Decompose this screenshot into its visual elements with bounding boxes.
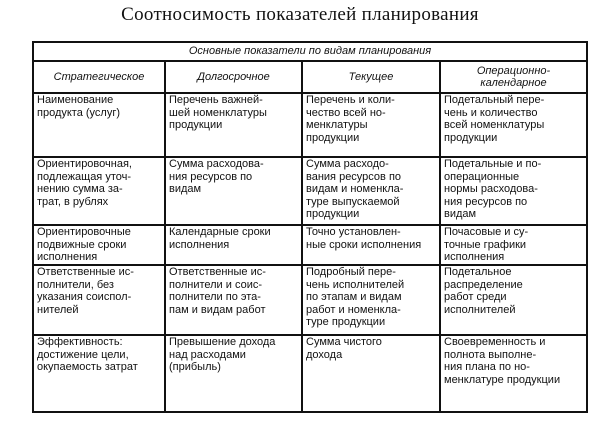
cell-text-line: Перечень важней- — [169, 94, 263, 106]
table-cell-operational — [440, 157, 587, 225]
cell-text-line: всей номенклатуры — [444, 119, 545, 131]
table-cell-long-term — [165, 335, 302, 412]
column-header-row — [33, 61, 587, 93]
table-row — [33, 225, 587, 265]
table-cell-strategic — [33, 265, 165, 335]
cell-text-line: Сумма расходова- — [169, 158, 264, 170]
cell-text-line: Почасовые и су- — [444, 226, 529, 238]
cell-text-line: Подетальное — [444, 266, 512, 278]
page-title: Соотносимость показателей планирования — [121, 4, 479, 25]
cell-text-line: подлежащая уточ- — [37, 170, 132, 183]
cell-text-line: ния плана по но- — [444, 361, 530, 373]
table-cell-operational — [440, 93, 587, 157]
cell-text-line: шей номенклатуры — [169, 106, 267, 119]
cell-text-line: исполнения — [37, 251, 98, 263]
cell-text-line: окупаемость затрат — [37, 361, 138, 373]
table-cell-strategic — [33, 157, 165, 225]
table-cell-operational — [440, 225, 587, 265]
cell-text-line: Сумма чистого — [306, 336, 382, 348]
table-cell-current — [302, 265, 440, 335]
column-header-line: Операционно- — [476, 64, 551, 77]
cell-text-line: Ответственные ис- — [169, 266, 266, 278]
cell-text-line: нормы расходова- — [444, 183, 538, 195]
column-header-strategic — [33, 61, 165, 93]
cell-text-line: Точно установлен- — [306, 226, 401, 238]
table-cell-long-term — [165, 225, 302, 265]
table-cell-current — [302, 225, 440, 265]
cell-text-line: полнители, без — [37, 278, 114, 291]
cell-text-line: Календарные сроки — [169, 226, 271, 238]
cell-text-line: туре выпускаемой — [306, 195, 400, 208]
table-cell-long-term — [165, 157, 302, 225]
cell-text-line: ные сроки исполнения — [306, 238, 422, 251]
cell-text-line: менклатуры — [306, 119, 368, 131]
column-header-line: Стратегическое — [53, 70, 145, 83]
table-cell-operational — [440, 335, 587, 412]
table-cell-operational — [440, 265, 587, 335]
cell-text-line: Превышение дохода — [169, 336, 276, 348]
cell-text-line: по этапам и видам — [306, 291, 402, 303]
cell-text-line: продукции — [306, 131, 360, 144]
cell-text-line: Подетальные и по- — [444, 158, 542, 170]
table-row — [33, 265, 587, 335]
cell-text-line: ния ресурсов по — [444, 195, 528, 208]
cell-text-line: над расходами — [169, 348, 246, 361]
cell-text-line: продукта (услуг) — [37, 106, 121, 119]
cell-text-line: полнители и соис- — [169, 278, 263, 291]
table-cell-current — [302, 157, 440, 225]
cell-text-line: работ среди — [444, 291, 507, 303]
table-row — [33, 93, 587, 157]
cell-text-line: нителей — [37, 303, 79, 316]
table-row — [33, 335, 587, 412]
column-header-line: календарное — [480, 77, 547, 89]
cell-text-line: пам и видам работ — [169, 303, 266, 316]
cell-text-line: нению сумма за- — [37, 183, 123, 195]
column-header-current — [302, 61, 440, 93]
cell-text-line: Ориентировочные — [37, 226, 131, 238]
cell-text-line: дохода — [306, 348, 343, 361]
cell-text-line: операционные — [444, 170, 520, 183]
cell-text-line: видам — [169, 183, 202, 195]
table-cell-current — [302, 335, 440, 412]
cell-text-line: Наименование — [37, 94, 114, 106]
cell-text-line: исполнителей — [444, 303, 516, 316]
cell-text-line: Перечень и коли- — [306, 94, 395, 106]
cell-text-line: вания ресурсов по — [306, 170, 402, 183]
column-header-line: Текущее — [348, 70, 394, 83]
cell-text-line: продукции — [169, 119, 223, 131]
cell-text-line: Эффективность: — [37, 336, 123, 348]
cell-text-line: туре продукции — [306, 316, 386, 328]
cell-text-line: Ответственные ис- — [37, 266, 134, 278]
table-row — [33, 157, 587, 225]
cell-text-line: указания соиспол- — [37, 291, 132, 303]
cell-text-line: Сумма расходо- — [306, 158, 389, 170]
table-body — [33, 93, 587, 412]
cell-text-line: работ и номенкла- — [306, 303, 401, 316]
cell-text-line: видам — [444, 208, 477, 220]
cell-text-line: (прибыль) — [169, 361, 221, 373]
column-header-long-term — [165, 61, 302, 93]
cell-text-line: подвижные сроки — [37, 238, 127, 251]
cell-text-line: трат, в рублях — [37, 195, 109, 208]
cell-text-line: ния ресурсов по — [169, 170, 253, 183]
cell-text-line: точные графики — [444, 238, 527, 251]
cell-text-line: чество всей но- — [306, 106, 386, 119]
column-header-line: Долгосрочное — [197, 70, 270, 83]
cell-text-line: исполнения — [169, 238, 230, 251]
cell-text-line: достижение цели, — [37, 348, 129, 361]
cell-text-line: чень исполнителей — [306, 278, 405, 291]
cell-text-line: Подетальный пере- — [444, 94, 545, 106]
cell-text-line: продукции — [444, 131, 498, 144]
planning-indicators-table — [32, 41, 588, 413]
table-cell-strategic — [33, 93, 165, 157]
cell-text-line: распределение — [444, 278, 523, 291]
cell-text-line: полнители по эта- — [169, 291, 261, 303]
cell-text-line: Подробный пере- — [306, 266, 396, 278]
cell-text-line: исполнения — [444, 251, 505, 263]
table-cell-long-term — [165, 93, 302, 157]
cell-text-line: чень и количество — [444, 106, 538, 119]
table-cell-strategic — [33, 335, 165, 412]
cell-text-line: менклатуре продукции — [444, 373, 561, 386]
column-header-operational — [440, 61, 587, 93]
cell-text-line: Своевременность и — [444, 336, 546, 348]
cell-text-line: продукции — [306, 208, 360, 220]
cell-text-line: видам и номенкла- — [306, 183, 404, 195]
table-cell-strategic — [33, 225, 165, 265]
table-cell-long-term — [165, 265, 302, 335]
table-cell-current — [302, 93, 440, 157]
cell-text-line: полнота выполне- — [444, 348, 537, 361]
cell-text-line: Ориентировочная, — [37, 158, 132, 170]
table-span-header: Основные показатели по видам планирования — [33, 42, 587, 61]
